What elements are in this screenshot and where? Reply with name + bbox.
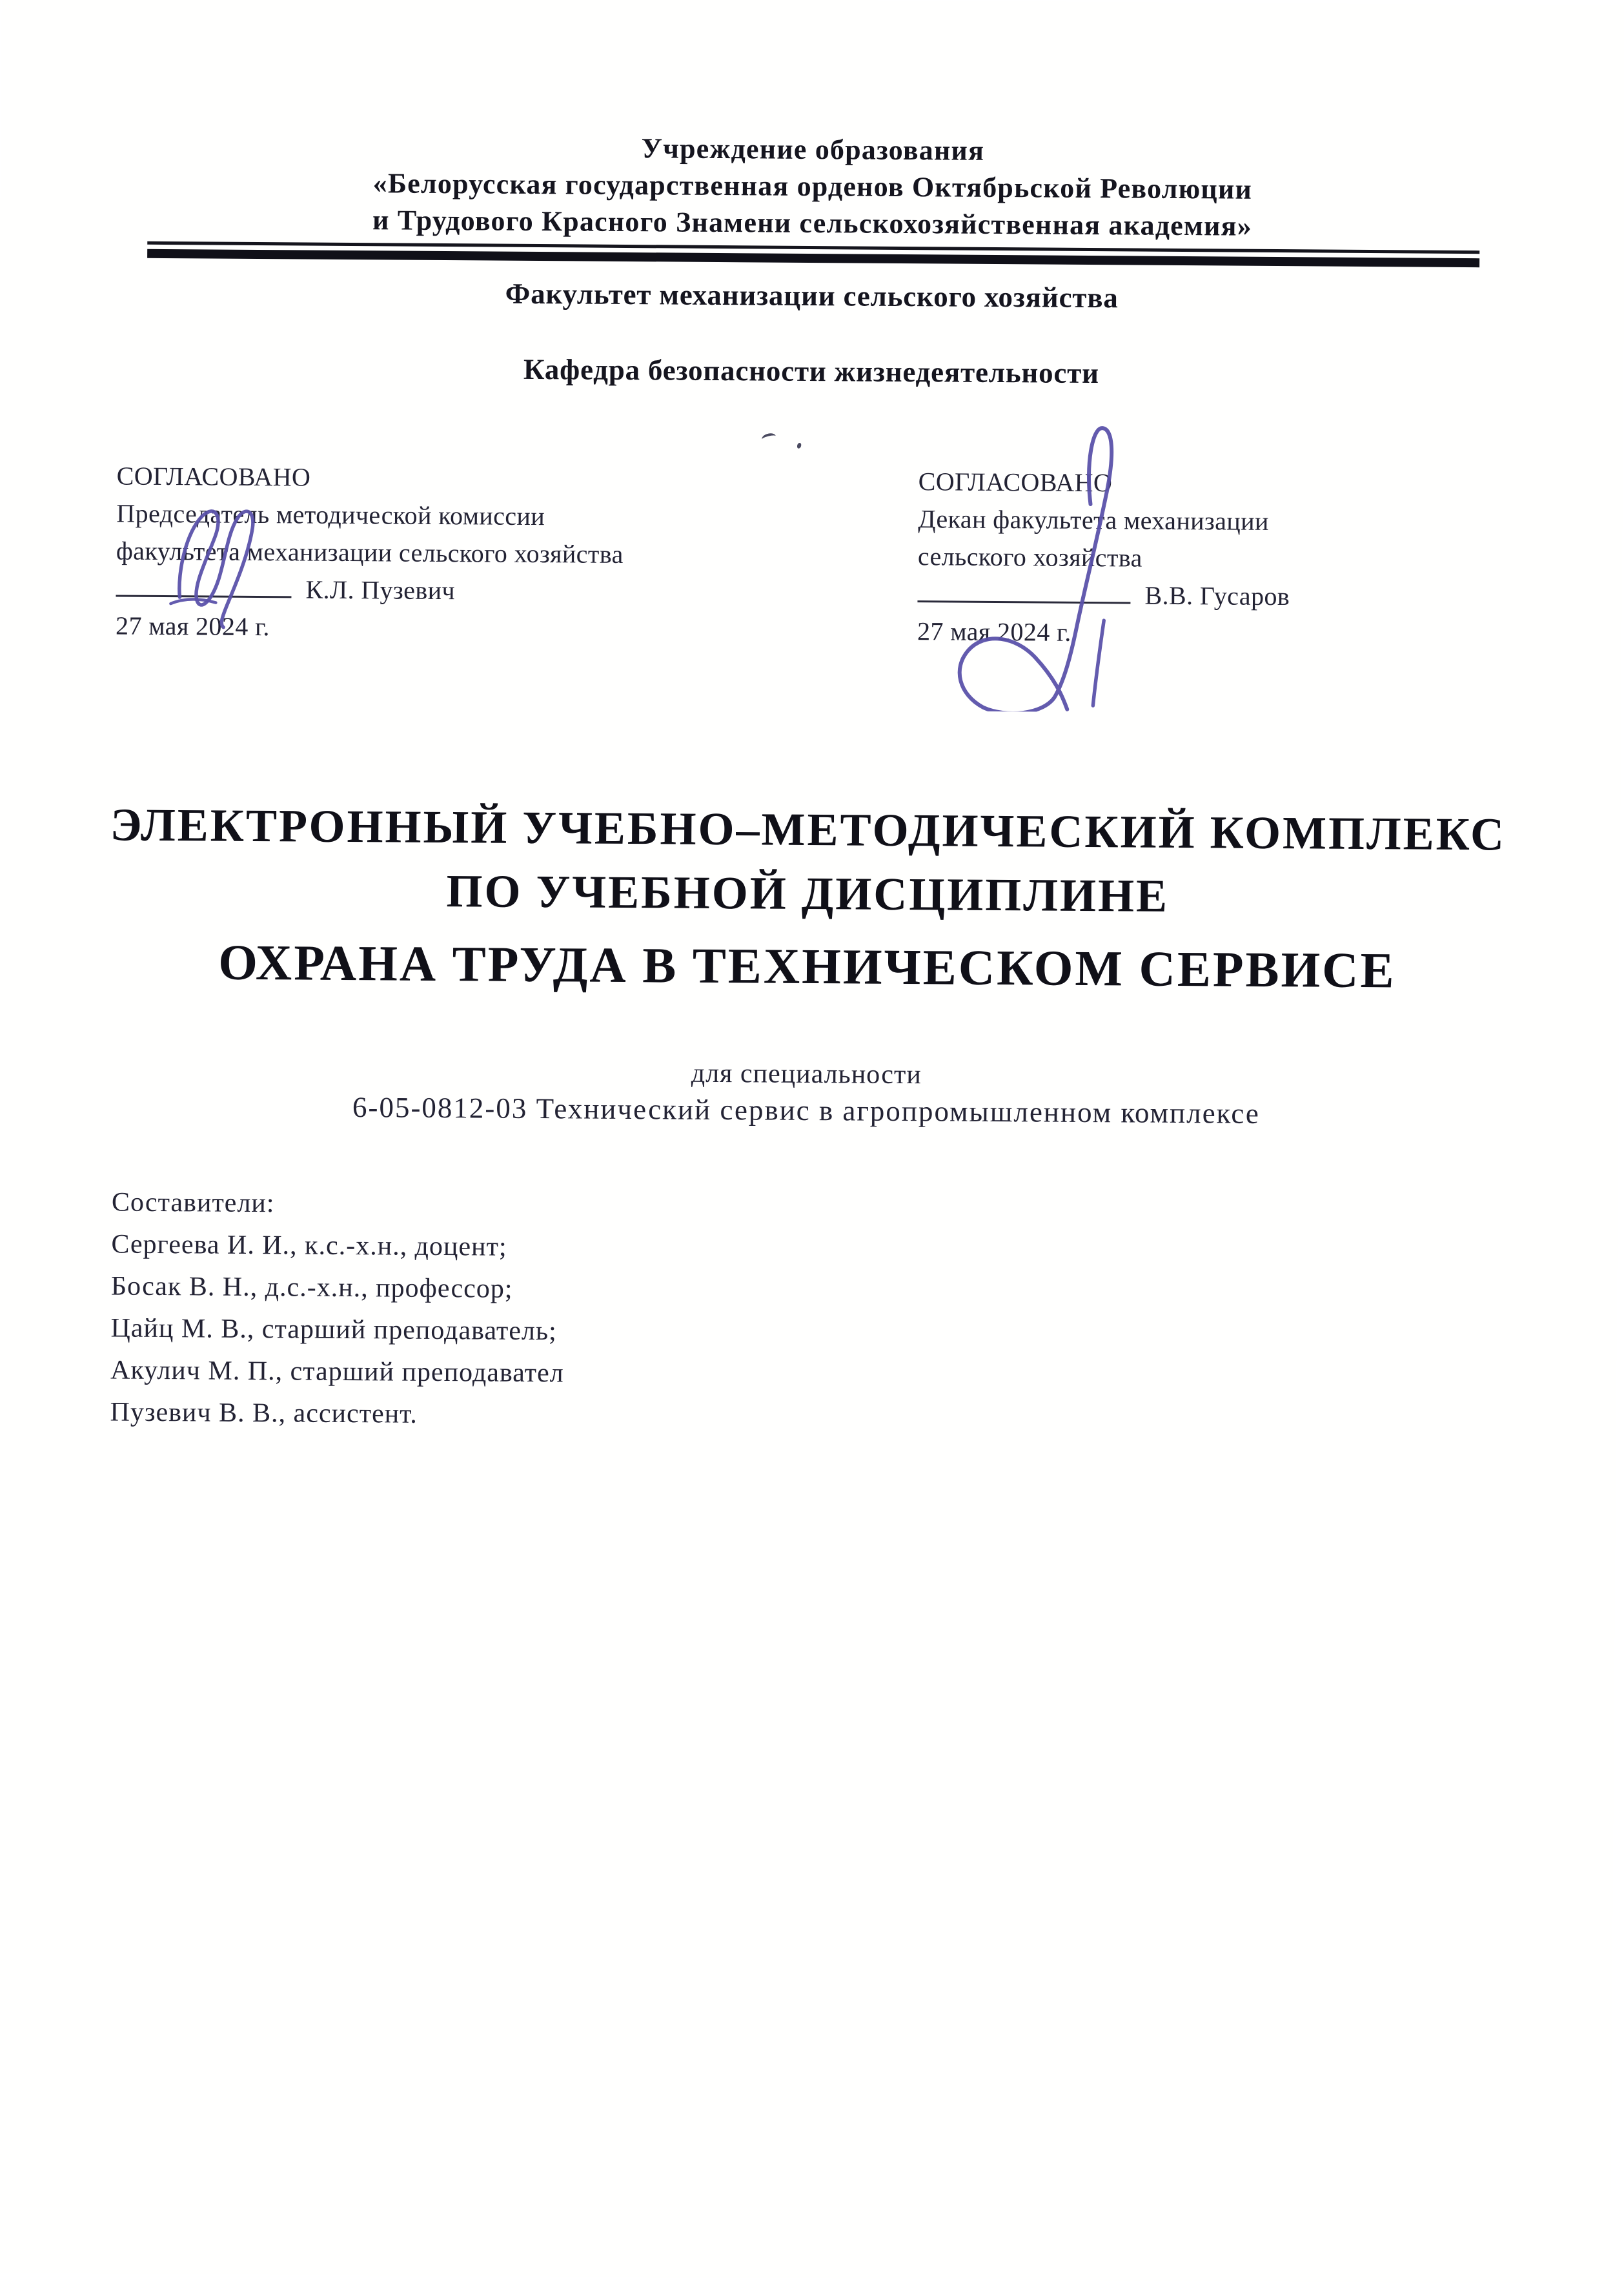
institution-header <box>0 125 1624 247</box>
department-title: Кафедра безопасности жизнедеятельности <box>523 352 1100 390</box>
approval-block-right <box>917 463 1291 653</box>
discipline-title: ОХРАНА ТРУДА В ТЕХНИЧЕСКОМ СЕРВИСЕ <box>218 933 1396 999</box>
institution-line-2: «Белорусская государственная орденов Октябрьской Революции <box>372 167 1253 205</box>
ink-speck-dot <box>797 442 802 449</box>
document-title-line-1: ЭЛЕКТРОННЫЙ УЧЕБНО–МЕТОДИЧЕСКИЙ КОМПЛЕКС <box>110 799 1507 861</box>
institution-line-3: и Трудового Красного Знамени сельскохозяйственная академия» <box>372 204 1253 242</box>
approval-right-signer-name: В.В. Гусаров <box>1144 580 1290 611</box>
approval-left-role-line2: факультета механизации сельского хозяйства <box>116 536 624 569</box>
approval-right-signature-underline <box>917 596 1130 604</box>
composer-item: Акулич М. П., старший преподавател <box>110 1355 564 1389</box>
approval-left-signer-name: К.Л. Пузевич <box>305 575 456 606</box>
approval-right-date: 27 мая 2024 г. <box>917 617 1071 647</box>
approval-left-date: 27 мая 2024 г. <box>115 611 270 642</box>
composers-heading: Составители: <box>111 1187 275 1219</box>
composers-block <box>110 1181 565 1436</box>
approval-right-signature-line <box>917 575 1290 615</box>
approval-left-role-line1: Председатель методической комиссии <box>116 498 545 531</box>
approval-right-role-line1: Декан факультета механизации <box>918 504 1269 536</box>
institution-line-1: Учреждение образования <box>641 132 985 167</box>
composer-item: Цайц М. В., старший преподаватель; <box>110 1313 557 1347</box>
document-title <box>0 792 1620 932</box>
approval-block-left <box>116 457 624 647</box>
specialty-intro: для специальности <box>691 1058 922 1090</box>
document-title-line-2: ПО УЧЕБНОЙ ДИСЦИПЛИНЕ <box>446 865 1170 922</box>
divider-rule <box>147 241 1479 267</box>
specialty-code: 6-05-0812-03 Технический сервис в агропромышленном комплексе <box>352 1091 1261 1130</box>
composer-item: Босак В. Н., д.с.-х.н., профессор; <box>110 1271 513 1304</box>
composer-item: Пузевич В. В., ассистент. <box>110 1397 418 1429</box>
faculty-title: Факультет механизации сельского хозяйства <box>505 277 1119 314</box>
approval-right-status: СОГЛАСОВАНО <box>918 467 1113 498</box>
approval-left-status: СОГЛАСОВАНО <box>116 461 311 492</box>
ink-speck-arc <box>761 432 776 444</box>
approval-right-role-line2: сельского хозяйства <box>917 542 1142 573</box>
composer-item: Сергеева И. И., к.с.-х.н., доцент; <box>111 1229 507 1262</box>
approval-left-signature-line <box>116 569 623 610</box>
approval-left-signature-underline <box>116 591 291 598</box>
